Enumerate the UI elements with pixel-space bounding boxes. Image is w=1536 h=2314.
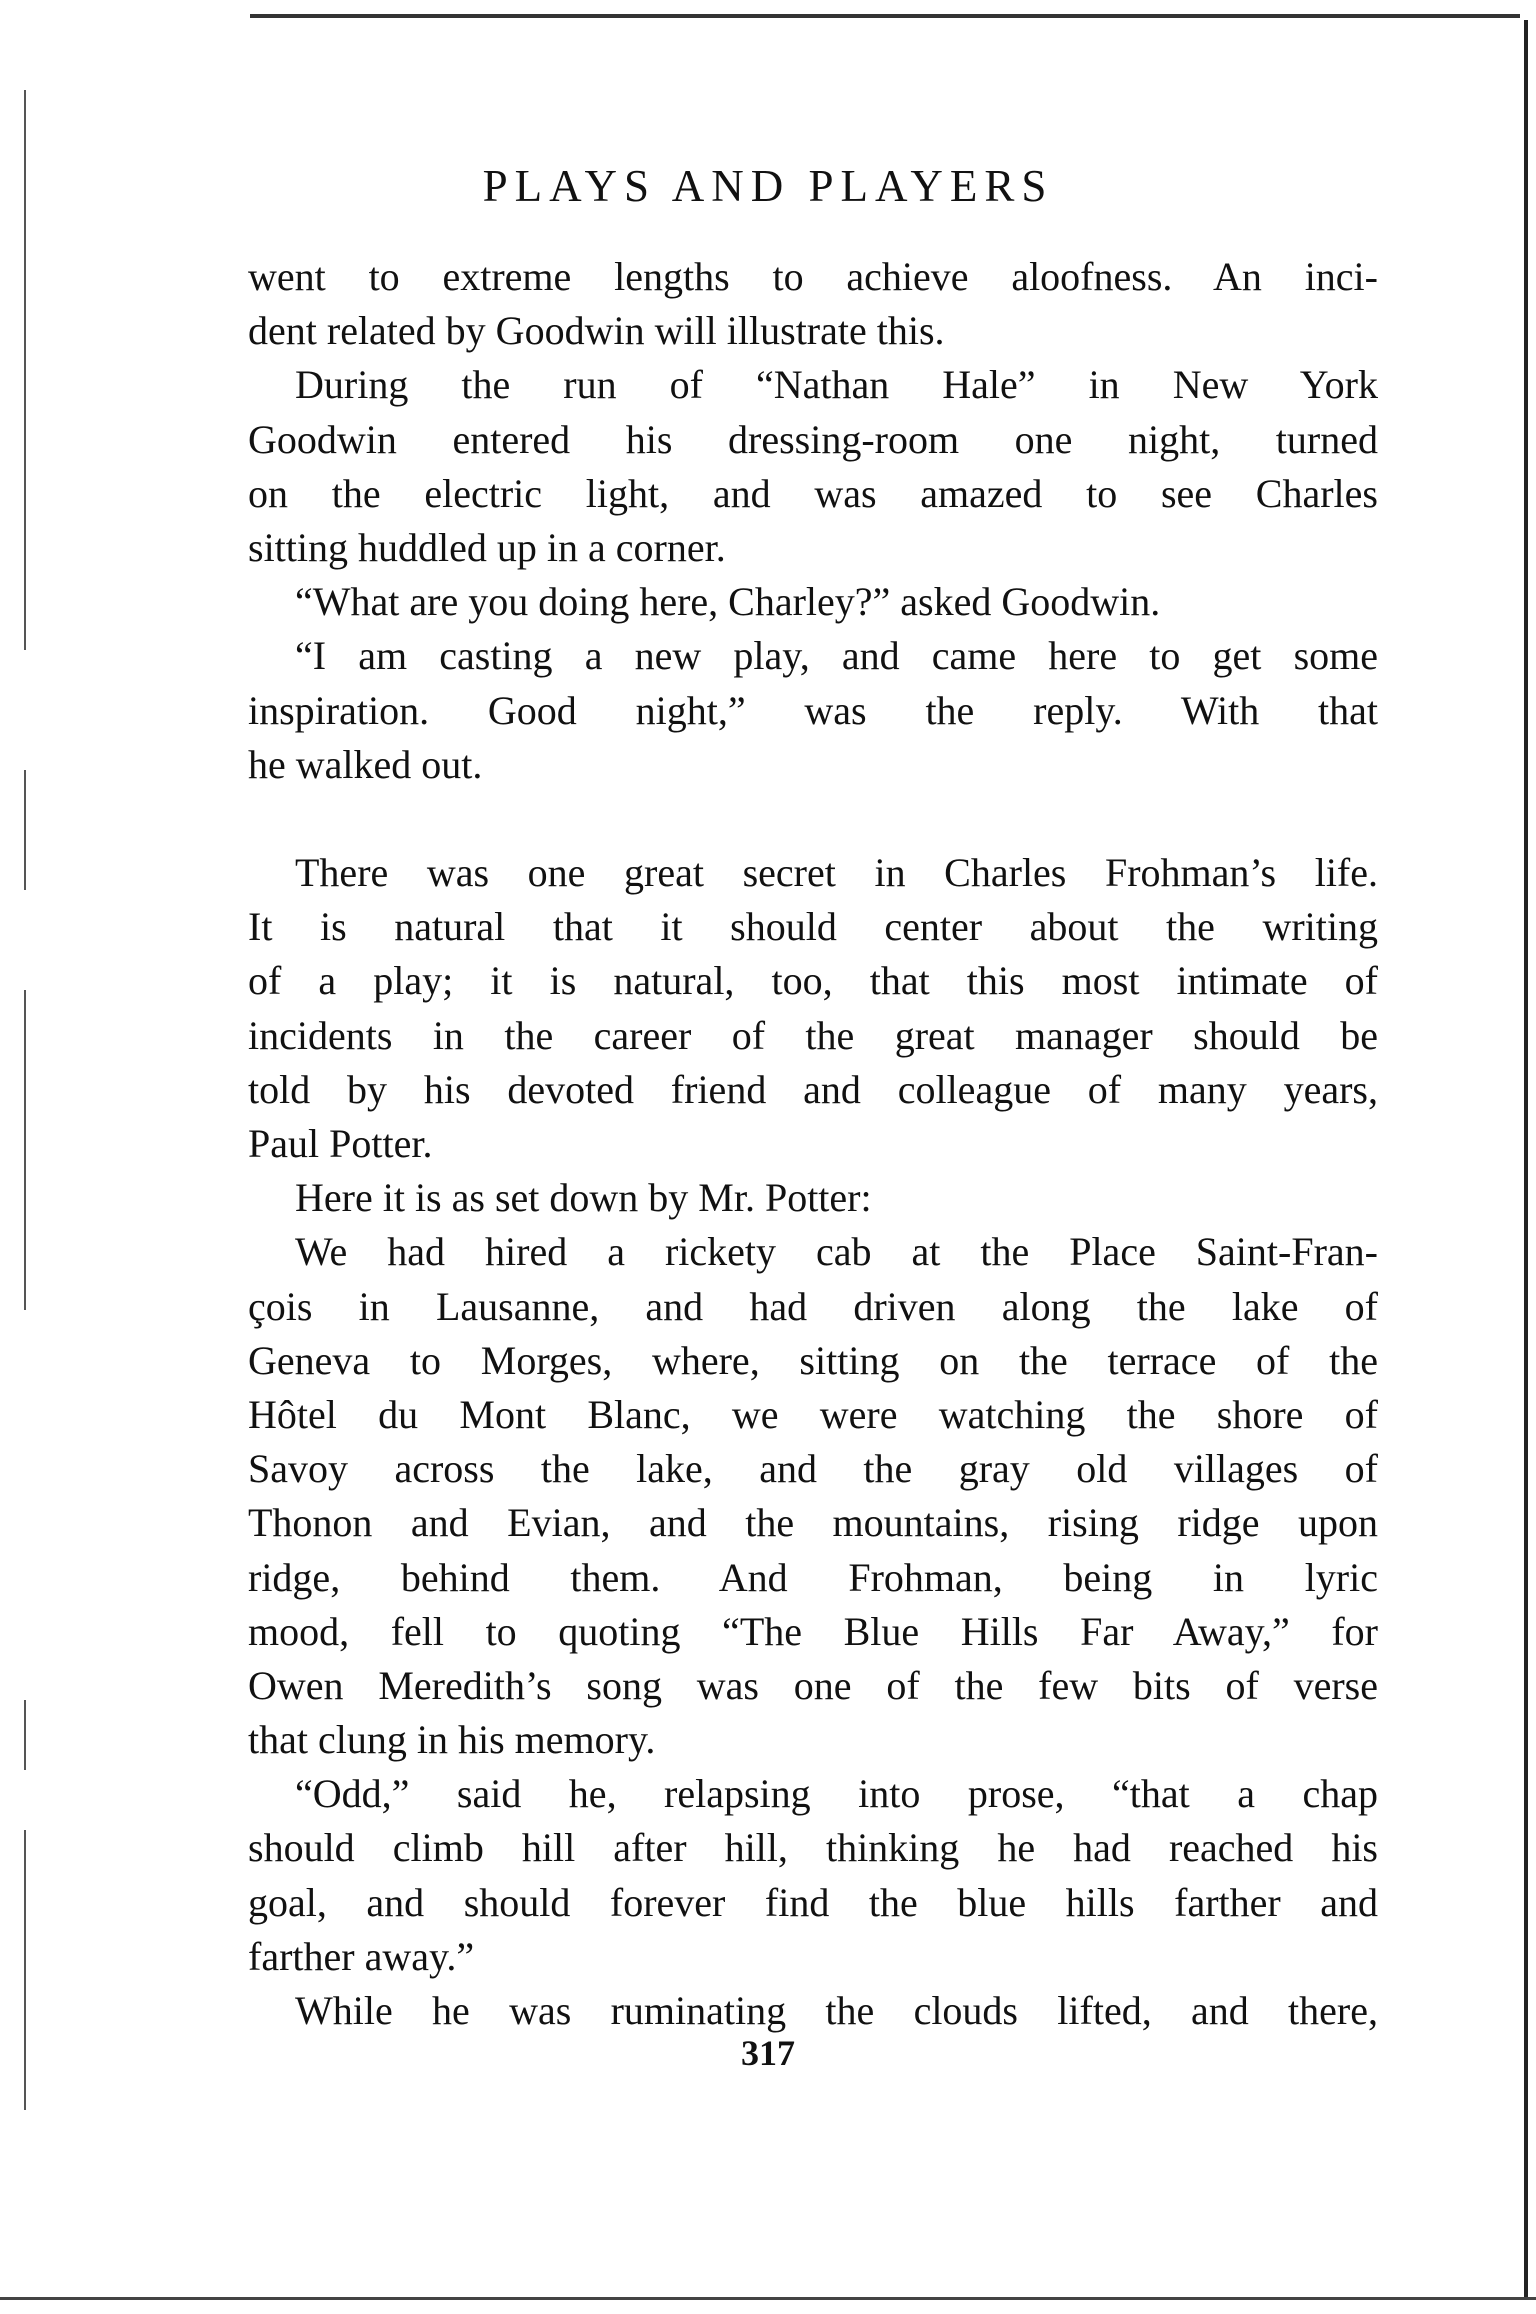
binding-shadow bbox=[24, 1700, 26, 1770]
paragraph bbox=[248, 1171, 1378, 1225]
page-top-edge bbox=[250, 14, 1520, 18]
binding-shadow bbox=[24, 990, 26, 1310]
text-line: “I am casting a new play, and came here to get some bbox=[295, 633, 1378, 679]
paragraph bbox=[248, 629, 1378, 792]
paragraph bbox=[248, 846, 1378, 1171]
text-line: incidents in the career of the great manager should be bbox=[248, 1012, 1378, 1058]
text-line: should climb hill after hill, thinking he had reached his bbox=[248, 1825, 1378, 1871]
text-line: mood, fell to quoting “The Blue Hills Far Away,” for bbox=[248, 1608, 1378, 1654]
text-line: Geneva to Morges, where, sitting on the terrace of the bbox=[248, 1337, 1378, 1383]
text-line: Paul Potter. bbox=[248, 1121, 433, 1166]
text-line: “Odd,” said he, relapsing into prose, “that a chap bbox=[295, 1771, 1378, 1817]
text-line: While he was ruminating the clouds lifted, and there, bbox=[295, 1988, 1378, 2033]
text-line: We had hired a rickety cab at the Place Saint-Fran- bbox=[295, 1229, 1378, 1275]
page-bottom-edge bbox=[0, 2297, 1536, 2300]
paragraph bbox=[248, 1984, 1378, 2038]
body-text bbox=[248, 250, 1378, 2038]
paragraph bbox=[248, 575, 1378, 629]
text-line: went to extreme lengths to achieve aloofness. An inci- bbox=[248, 254, 1378, 299]
text-line: on the electric light, and was amazed to see Charles bbox=[248, 470, 1378, 516]
text-line: sitting huddled up in a corner. bbox=[248, 524, 726, 570]
paragraph bbox=[248, 358, 1378, 575]
text-line: Hôtel du Mont Blanc, we were watching the shore of bbox=[248, 1391, 1378, 1437]
text-line: çois in Lausanne, and had driven along the lake of bbox=[248, 1283, 1378, 1329]
paragraph bbox=[248, 1767, 1378, 1984]
text-line: of a play; it is natural, too, that this most intimate of bbox=[248, 958, 1378, 1004]
binding-shadow bbox=[24, 770, 26, 890]
text-line: he walked out. bbox=[248, 741, 483, 787]
running-head: PLAYS AND PLAYERS bbox=[482, 161, 1054, 211]
text-line: goal, and should forever find the blue hills farther and bbox=[248, 1879, 1378, 1925]
text-line: inspiration. Good night,” was the reply. With that bbox=[248, 687, 1378, 733]
text-line: Goodwin entered his dressing-room one night, turned bbox=[248, 416, 1378, 462]
paragraph bbox=[248, 1225, 1378, 1767]
text-line: Thonon and Evian, and the mountains, rising ridge upon bbox=[248, 1500, 1378, 1546]
text-line: that clung in his memory. bbox=[248, 1717, 656, 1763]
text-line: dent related by Goodwin will illustrate this. bbox=[248, 308, 945, 354]
text-line: It is natural that it should center about the writing bbox=[248, 904, 1378, 950]
text-line: Savoy across the lake, and the gray old villages of bbox=[248, 1446, 1378, 1492]
paragraph bbox=[248, 250, 1378, 358]
text-line: “What are you doing here, Charley?” asked Goodwin. bbox=[295, 579, 1161, 625]
page-number: 317 bbox=[741, 2033, 795, 2073]
text-line: told by his devoted friend and colleague of many years, bbox=[248, 1066, 1378, 1112]
text-line: Owen Meredith’s song was one of the few bits of verse bbox=[248, 1662, 1378, 1708]
text-line: During the run of “Nathan Hale” in New York bbox=[295, 362, 1378, 408]
text-line: farther away.” bbox=[248, 1933, 475, 1979]
text-line: There was one great secret in Charles Frohman’s life. bbox=[295, 850, 1378, 896]
text-line: ridge, behind them. And Frohman, being in lyric bbox=[248, 1554, 1378, 1600]
page-right-edge bbox=[1524, 20, 1528, 2300]
text-line: Here it is as set down by Mr. Potter: bbox=[295, 1175, 872, 1221]
section-break bbox=[248, 792, 1378, 846]
